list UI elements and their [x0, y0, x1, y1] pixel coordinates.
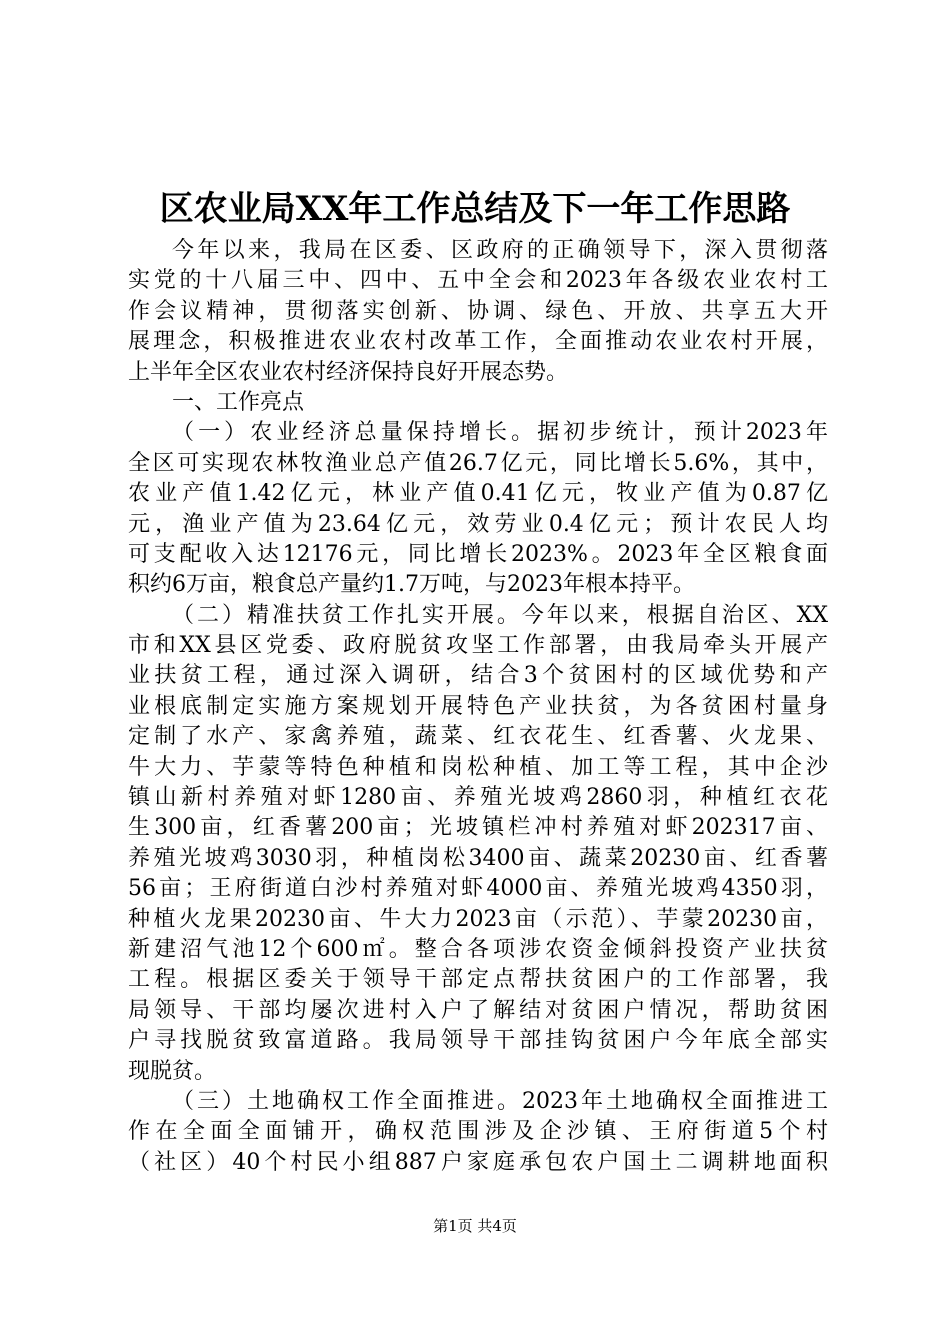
text-line: 全区可实现农林牧渔业总产值26.7亿元，同比增长5.6%，其中，: [128, 450, 828, 476]
section-heading: 一、工作亮点: [172, 389, 305, 415]
text-line: 业根底制定实施方案规划开展特色产业扶贫，为各贫困村量身: [128, 693, 828, 719]
text-line: 可支配收入达12176元，同比增长2023%。2023年全区粮食面: [128, 541, 828, 567]
text-line: （三）土地确权工作全面推进。2023年土地确权全面推进工: [172, 1088, 828, 1114]
text-line: 展理念，积极推进农业农村改革工作，全面推动农业农村开展，: [128, 329, 828, 355]
text-line: 牛大力、芋蒙等特色种植和岗松种植、加工等工程，其中企沙: [128, 754, 828, 780]
text-line: 作在全面全面铺开，确权范围涉及企沙镇、王府街道5个村: [128, 1119, 828, 1145]
text-line: （社区）40个村民小组887户家庭承包农户国土二调耕地面积: [128, 1149, 828, 1175]
text-line: （一）农业经济总量保持增长。据初步统计，预计2023年: [172, 420, 828, 446]
text-line: 市和XX县区党委、政府脱贫攻坚工作部署，由我局牵头开展产: [128, 633, 828, 659]
text-line: 实党的十八届三中、四中、五中全会和2023年各级农业农村工: [128, 268, 828, 294]
text-line: 56亩；王府街道白沙村养殖对虾4000亩、养殖光坡鸡4350羽，: [128, 876, 828, 902]
text-line: 户寻找脱贫致富道路。我局领导干部挂钩贫困户今年底全部实: [128, 1028, 828, 1054]
text-line: 定制了水产、家禽养殖，蔬菜、红衣花生、红香薯、火龙果、: [128, 724, 828, 750]
text-line: 生300亩，红香薯200亩；光坡镇栏冲村养殖对虾202317亩、: [128, 815, 828, 841]
document-body: [128, 236, 828, 1178]
page-number: 第1页 共4页: [433, 1217, 517, 1235]
text-line: 积约6万亩，粮食总产量约1.7万吨，与2023年根本持平。: [128, 572, 695, 598]
text-line: 新建沼气池12个600㎡。整合各项涉农资金倾斜投资产业扶贫: [128, 936, 828, 962]
text-line: 农业产值1.42亿元，林业产值0.41亿元，牧业产值为0.87亿: [128, 481, 828, 507]
text-line: 工程。根据区委关于领导干部定点帮扶贫困户的工作部署，我: [128, 967, 828, 993]
text-line: 作会议精神，贯彻落实创新、协调、绿色、开放、共享五大开: [128, 298, 828, 324]
text-line: 今年以来，我局在区委、区政府的正确领导下，深入贯彻落: [172, 238, 828, 263]
text-line: 局领导、干部均屡次进村入户了解结对贫困户情况，帮助贫困: [128, 997, 828, 1023]
text-line: 养殖光坡鸡3030羽，种植岗松3400亩、蔬菜20230亩、红香薯: [128, 845, 828, 871]
text-line: 镇山新村养殖对虾1280亩、养殖光坡鸡2860羽，种植红衣花: [128, 785, 828, 811]
text-line: （二）精准扶贫工作扎实开展。今年以来，根据自治区、XX: [172, 602, 828, 628]
document-title: 区农业局XX年工作总结及下一年工作思路: [159, 189, 791, 229]
text-line: 业扶贫工程，通过深入调研，结合3个贫困村的区域优势和产: [128, 663, 828, 689]
text-line: 上半年全区农业农村经济保持良好开展态势。: [128, 359, 569, 385]
text-line: 种植火龙果20230亩、牛大力2023亩（示范）、芋蒙20230亩，: [128, 906, 828, 932]
text-line: 元，渔业产值为23.64亿元，效劳业0.4亿元；预计农民人均: [128, 511, 828, 537]
text-line: 现脱贫。: [128, 1058, 217, 1084]
